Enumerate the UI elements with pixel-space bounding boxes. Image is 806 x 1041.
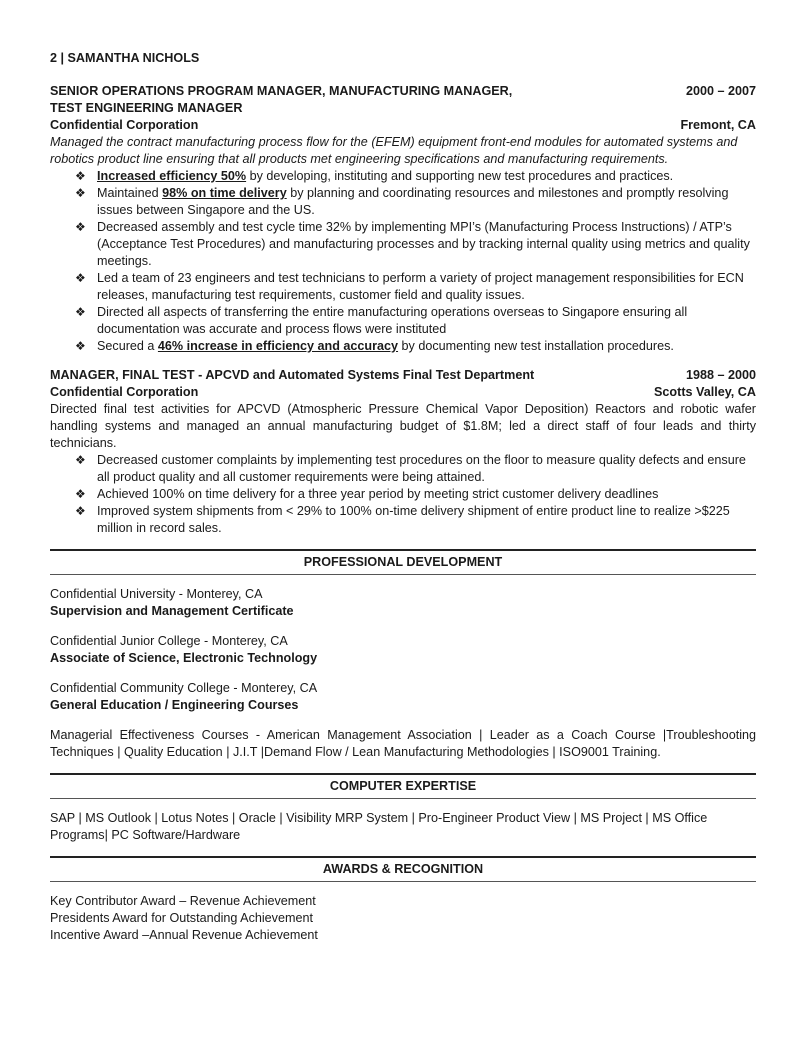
bullet-text: Led a team of 23 engineers and test technicians to perform a variety of project management responsibilities for ECN releases, manufacturing test requirements, customer field and quality issues. <box>97 271 744 302</box>
list-item <box>50 219 756 270</box>
highlight-text: 46% increase in efficiency and accuracy <box>157 339 399 353</box>
company-row <box>50 384 756 401</box>
job-summary: Managed the contract manufacturing process flow for the (EFEM) equipment front-end modules for automated systems and robotics product line ensuring that all products met engineering specifications and manufacturing requirements. <box>50 135 738 166</box>
list-item <box>50 270 756 304</box>
award-item: Presidents Award for Outstanding Achievement <box>50 911 313 925</box>
bullet-text: Decreased customer complaints by implementing test procedures on the floor to measure quality defects and ensure all product quality and all customer requirements were being attained. <box>97 453 746 484</box>
list-item <box>50 304 756 338</box>
award-item: Incentive Award –Annual Revenue Achievement <box>50 928 318 942</box>
company-location: Fremont, CA <box>680 118 756 132</box>
job-dates: 2000 – 2007 <box>685 84 756 98</box>
courses-list: Managerial Effectiveness Courses - American Management Association | Leader as a Coach Course |Troubleshooting Techniques | Quality Education | J.I.T |Demand Flow / Lean Manufacturing Methodologies | ISO9001 Training. <box>50 728 756 759</box>
job-bullets <box>50 168 756 355</box>
company-location: Scotts Valley, CA <box>654 385 756 399</box>
skills-list: SAP | MS Outlook | Lotus Notes | Oracle | Visibility MRP System | Pro-Engineer Product View | MS Project | MS Office Programs| PC Software/Hardware <box>50 811 708 842</box>
bullet-text: Maintained <box>97 186 163 200</box>
page-header: 2 | SAMANTHA NICHOLS <box>50 51 200 65</box>
job-title: MANAGER, FINAL TEST - APCVD and Automated Systems Final Test Department <box>50 368 535 382</box>
bullet-icon: ❖ <box>75 504 86 518</box>
professional-development-section <box>50 575 756 761</box>
school-name: Confidential Junior College - Monterey, CA <box>50 634 288 648</box>
section-heading-awards: AWARDS & RECOGNITION <box>50 856 756 882</box>
education-entry <box>50 586 756 620</box>
school-name: Confidential University - Monterey, CA <box>50 587 263 601</box>
bullet-text: Directed all aspects of transferring the entire manufacturing operations overseas to Singapore ensuring all documentation was accurate and process flows were instituted <box>97 305 688 336</box>
company-row <box>50 117 756 134</box>
bullet-icon: ❖ <box>75 339 86 353</box>
bullet-text: by planning and coordinating resources and milestones and promptly resolving issues between Singapore and the US. <box>97 186 729 217</box>
job-title: SENIOR OPERATIONS PROGRAM MANAGER, MANUFACTURING MANAGER, <box>50 84 513 98</box>
bullet-text: Improved system shipments from < 29% to 100% on-time delivery shipment of entire product line to realize >$225 million in record sales. <box>97 504 730 535</box>
job-title-continued: TEST ENGINEERING MANAGER <box>50 101 243 115</box>
list-item <box>50 452 756 486</box>
highlight-text: Increased efficiency 50% <box>97 169 247 183</box>
company-name: Confidential Corporation <box>50 118 199 132</box>
awards-section <box>50 882 756 944</box>
bullet-icon: ❖ <box>75 487 86 501</box>
job-dates: 1988 – 2000 <box>685 368 756 382</box>
bullet-icon: ❖ <box>75 220 86 234</box>
bullet-icon: ❖ <box>75 305 86 319</box>
bullet-icon: ❖ <box>75 453 86 467</box>
company-name: Confidential Corporation <box>50 385 199 399</box>
certificate-name: General Education / Engineering Courses <box>50 698 299 712</box>
job-summary: Directed final test activities for APCVD (Atmospheric Pressure Chemical Vapor Deposition) Reactors and robotic wafer handling systems and managed an annual manufacturing budget of $1.8M; led a direct staff of four leads and thirty technicians. <box>50 402 756 450</box>
bullet-text: by developing, instituting and supporting new test procedures and practices. <box>246 169 674 183</box>
list-item <box>50 338 756 355</box>
section-heading-professional-development: PROFESSIONAL DEVELOPMENT <box>50 549 756 575</box>
list-item <box>50 168 756 185</box>
section-heading-computer-expertise: COMPUTER EXPERTISE <box>50 773 756 799</box>
bullet-text: by documenting new test installation procedures. <box>398 339 674 353</box>
list-item <box>50 486 756 503</box>
job-manager-final-test <box>50 367 756 537</box>
job-senior-operations <box>50 83 756 355</box>
bullet-text: Secured a <box>97 339 158 353</box>
job-title-row <box>50 367 756 384</box>
bullet-icon: ❖ <box>75 271 86 285</box>
computer-expertise-section <box>50 799 756 844</box>
bullet-icon: ❖ <box>75 186 86 200</box>
award-item: Key Contributor Award – Revenue Achievement <box>50 894 316 908</box>
bullet-icon: ❖ <box>75 169 86 183</box>
job-bullets <box>50 452 756 537</box>
school-name: Confidential Community College - Monterey, CA <box>50 681 318 695</box>
education-entry <box>50 680 756 714</box>
list-item <box>50 185 756 219</box>
bullet-text: Decreased assembly and test cycle time 32% by implementing MPI’s (Manufacturing Process Instructions) / ATP’s (Acceptance Test Procedures) and manufacturing processes and by tracking internal quality using metrics and quality meetings. <box>97 220 750 268</box>
job-title-row <box>50 83 756 100</box>
list-item <box>50 503 756 537</box>
education-entry <box>50 633 756 667</box>
certificate-name: Associate of Science, Electronic Technology <box>50 651 318 665</box>
bullet-text: Achieved 100% on time delivery for a three year period by meeting strict customer delivery deadlines <box>97 487 659 501</box>
highlight-text: 98% on time delivery <box>162 186 287 200</box>
certificate-name: Supervision and Management Certificate <box>50 604 294 618</box>
